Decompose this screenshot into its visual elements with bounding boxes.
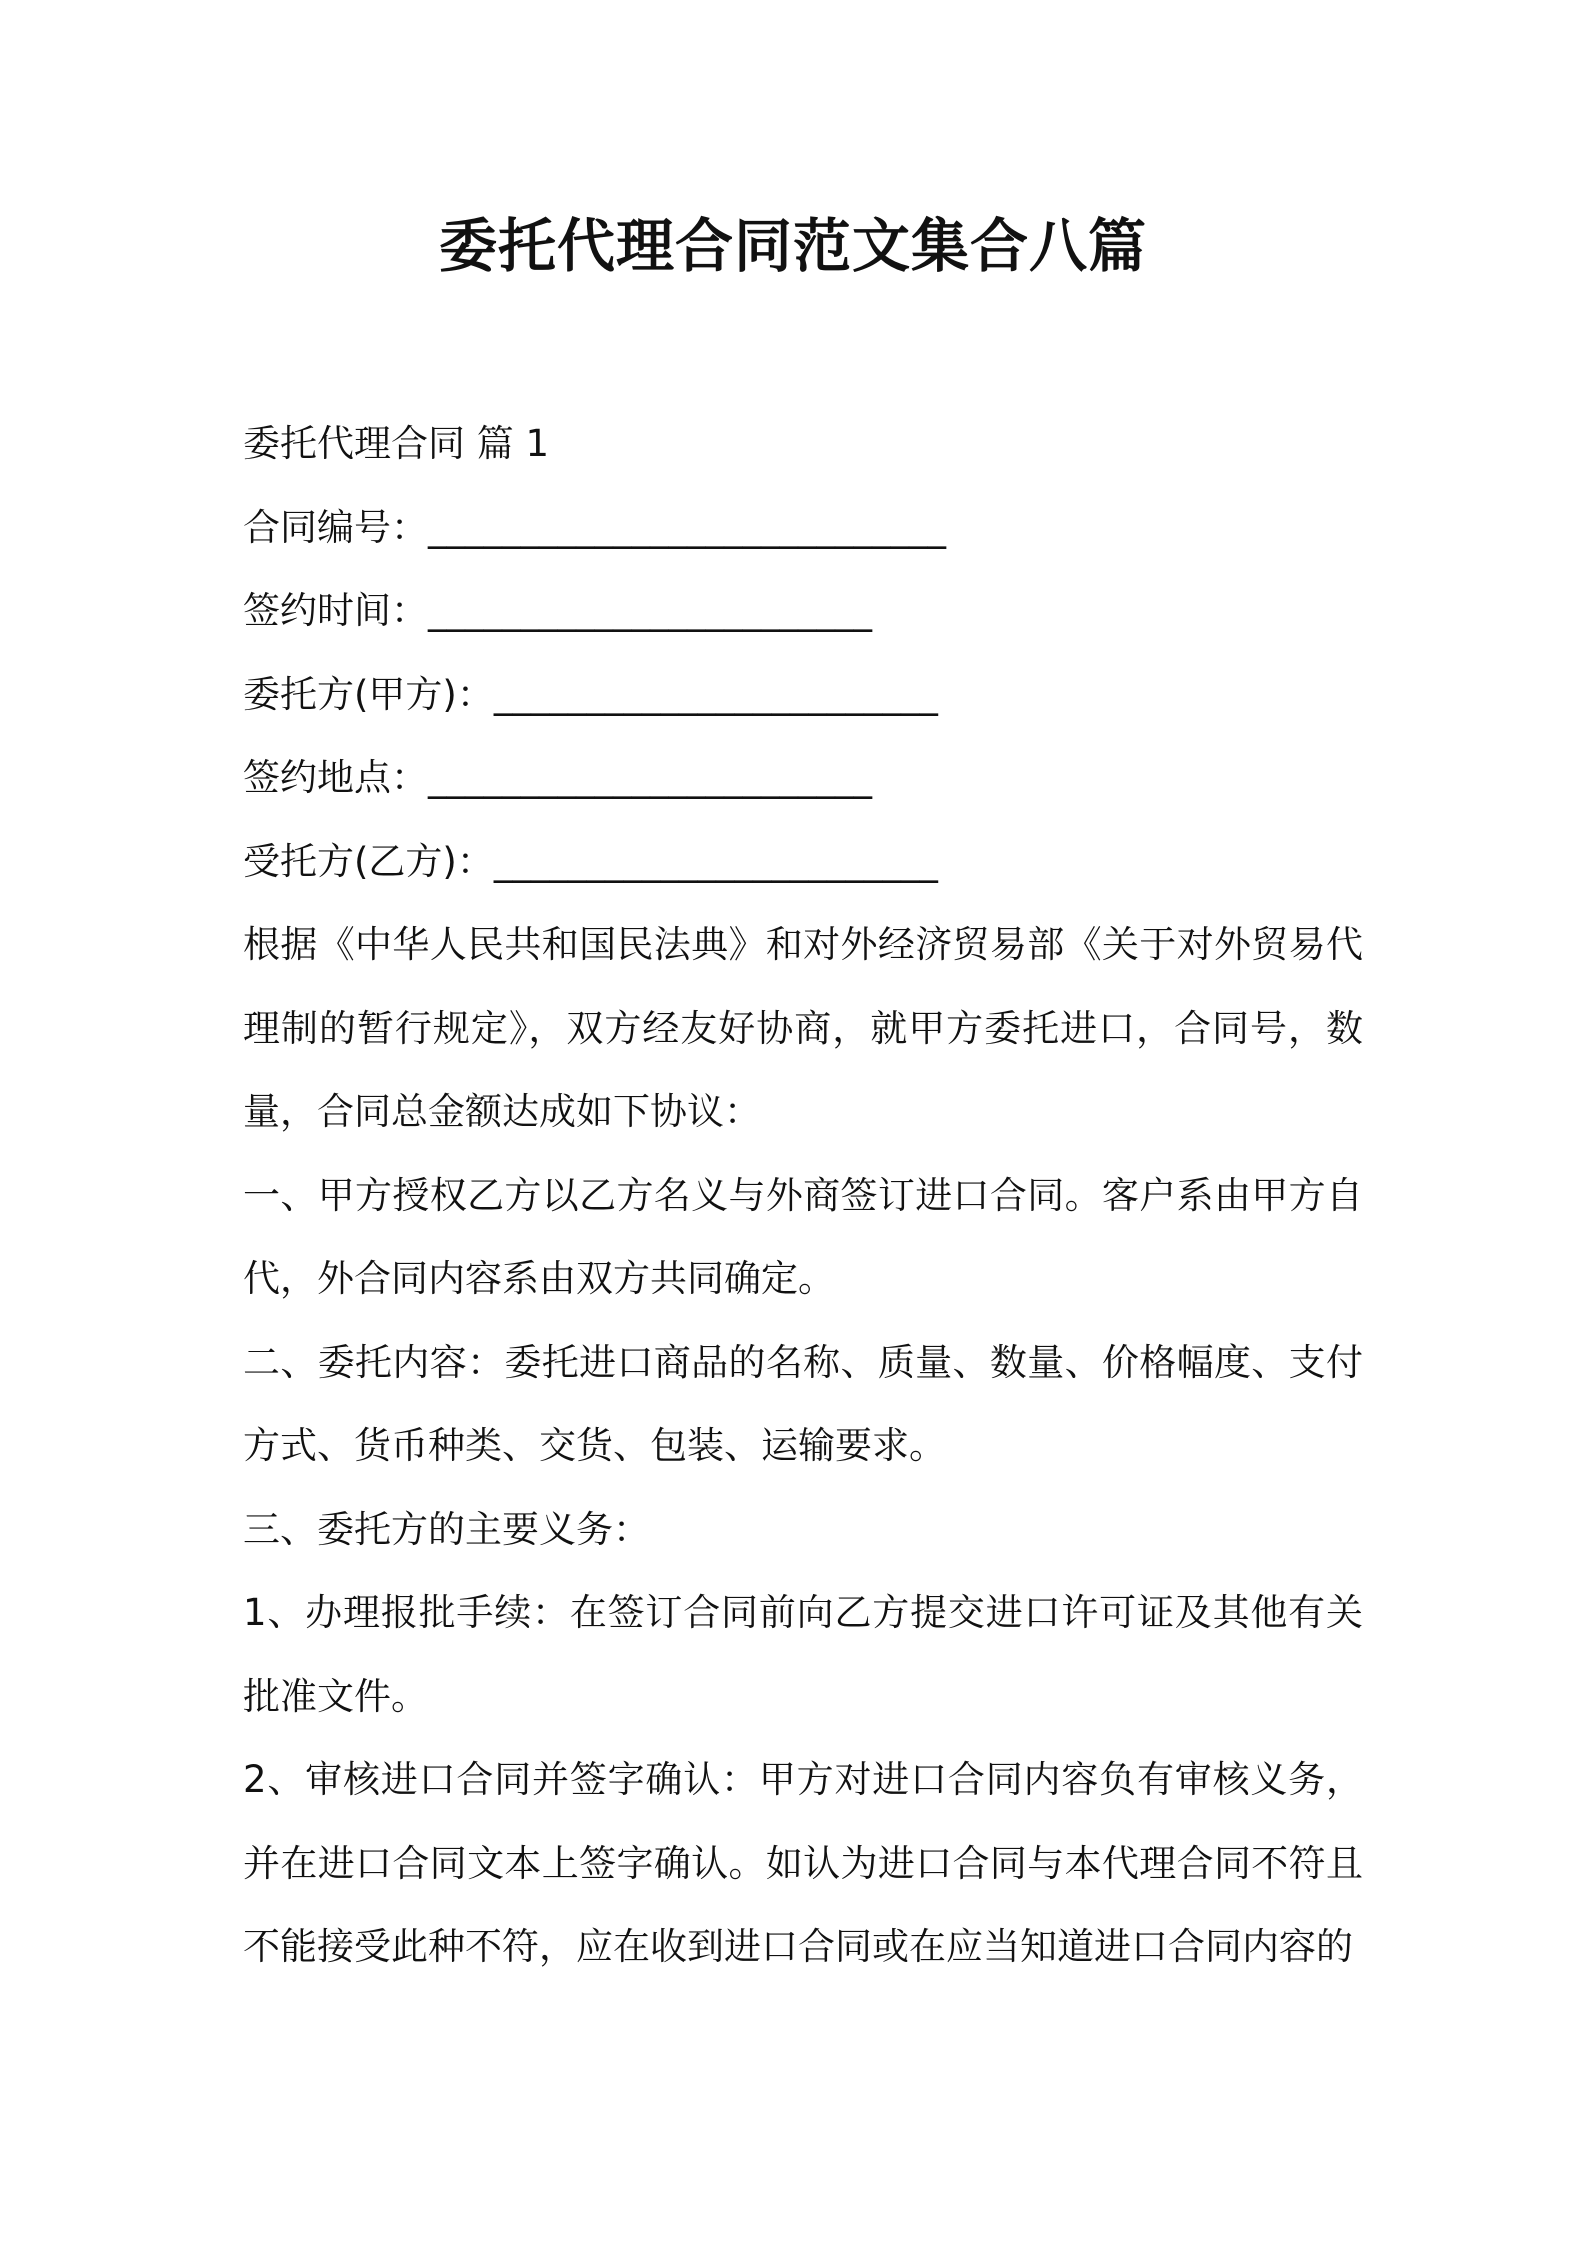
document-title: 委托代理合同范文集合八篇	[438, 212, 1147, 280]
document-body	[243, 402, 1363, 1989]
field-signing-place	[243, 736, 1363, 820]
field-label: 签约时间：	[243, 589, 428, 632]
field-label: 签约地点：	[243, 756, 428, 799]
field-label: 合同编号：	[243, 505, 428, 549]
field-label: 委托方(甲方)：	[243, 672, 494, 716]
field-blank: ____________________________	[428, 505, 946, 549]
field-contract-number	[243, 486, 1363, 570]
field-blank: ________________________	[428, 589, 872, 632]
paragraph-clause-1: 一、甲方授权乙方以乙方名义与外商签订进口合同。客户系由甲方自代，外合同内容系由双方共同确定。	[243, 1173, 1363, 1300]
field-blank: ________________________	[493, 839, 938, 883]
field-blank: ________________________	[493, 672, 938, 716]
field-label: 受托方(乙方)：	[243, 839, 494, 883]
paragraph-item-1: 1、办理报批手续：在签订合同前向乙方提交进口许可证及其他有关批准文件。	[243, 1591, 1363, 1718]
field-signing-time	[243, 569, 1363, 653]
paragraph-item-2: 2、审核进口合同并签字确认：甲方对进口合同内容负有审核义务，并在进口合同文本上签字确认。如认为进口合同与本代理合同不符且不能接受此种不符，应在收到进口合同或在应当知道进口合同内容的	[243, 1758, 1363, 1968]
field-party-a	[243, 653, 1363, 737]
paragraph-preamble: 根据《中华人民共和国民法典》和对外经济贸易部《关于对外贸易代理制的暂行规定》，双方经友好协商，就甲方委托进口，合同号，数量，合同总金额达成如下协议：	[243, 923, 1363, 1133]
field-blank: ________________________	[428, 756, 872, 799]
paragraph-clause-2: 二、委托内容：委托进口商品的名称、质量、数量、价格幅度、支付方式、货币种类、交货、包装、运输要求。	[243, 1340, 1363, 1467]
field-party-b	[243, 820, 1363, 904]
paragraph-clause-3-heading: 三、委托方的主要义务：	[243, 1507, 650, 1551]
section-heading: 委托代理合同 篇 1	[243, 422, 550, 465]
